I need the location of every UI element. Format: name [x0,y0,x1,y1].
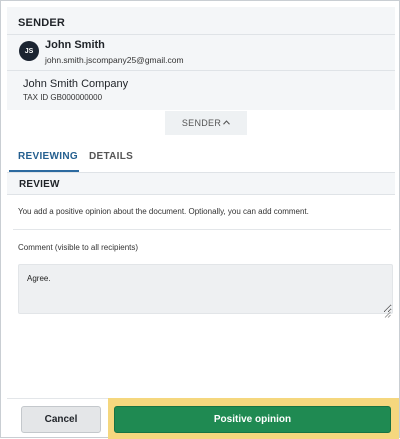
comment-input[interactable] [18,264,393,314]
tax-id: TAX ID GB000000000 [23,93,103,102]
resize-handle-icon[interactable] [384,305,391,312]
sender-toggle-label: SENDER [181,118,222,128]
divider [7,70,395,71]
tab-details[interactable]: DETAILS [89,151,134,162]
avatar: JS [19,41,39,61]
sender-section-title: SENDER [18,17,66,29]
sender-email: john.smith.jscompany25@gmail.com [45,55,184,65]
company-name: John Smith Company [23,78,129,90]
review-header [7,173,395,195]
sender-section [7,7,395,110]
divider [13,229,391,230]
sender-collapse-toggle[interactable] [165,111,247,135]
review-info-text: You add a positive opinion about the document. Optionally, you can add comment. [18,207,309,216]
review-title: REVIEW [19,179,60,190]
chevron-up-icon [223,120,230,127]
cancel-button[interactable]: Cancel [21,406,101,433]
divider [7,34,395,35]
tab-reviewing[interactable]: REVIEWING [18,151,78,162]
positive-opinion-button[interactable]: Positive opinion [114,406,391,433]
comment-label: Comment (visible to all recipients) [18,243,139,252]
sender-name: John Smith [45,39,105,51]
